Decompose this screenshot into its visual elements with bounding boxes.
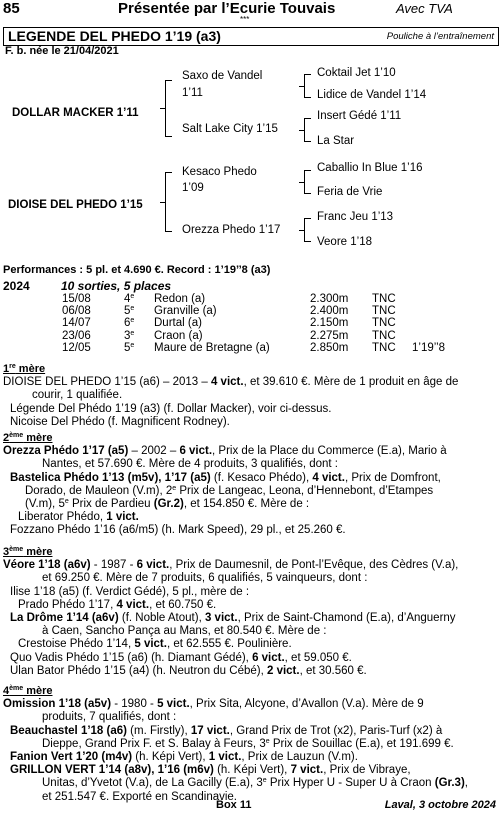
race-row [62, 330, 452, 342]
mere4-line5: Fanion Vert 1’20 (m4v) (h. Képi Vert), 1 vict., Prix de Lauzun (V.m). [10, 751, 358, 764]
mere3-line6: à Caen, Sancho Pança au Mans, et 80.540 €. Mère de : [42, 625, 327, 638]
mere3-line1: Véore 1’18 (a6v) - 1987 - 6 vict., Prix de Daumesnil, de Pont-l’Evêque, des Cèdres (V.a), [3, 559, 459, 572]
race-place: 5e [124, 305, 135, 318]
race-type: TNC [372, 317, 396, 330]
mere3-line7: Crestoise Phédo 1’14, 5 vict., et 62.555 €. Poulinière. [18, 638, 292, 651]
pedigree-g1: Coktail Jet 1’10 [317, 67, 396, 79]
brace-g2 [304, 118, 311, 142]
mere2-line1: Orezza Phédo 1’17 (a5) – 2002 – 6 vict., Prix de la Place du Commerce (E.a), Mario à [3, 445, 447, 458]
race-time [412, 305, 452, 317]
race-date: 23/06 [62, 329, 91, 342]
pedigree-g8: Veore 1’18 [317, 236, 372, 248]
mere2-line2: Nantes, et 57.690 €. Mère de 4 produits, 3 qualifiés, dont : [42, 458, 338, 471]
vat-note: Avec TVA [396, 1, 453, 16]
race-place: 5e [124, 341, 135, 354]
mere4-heading: 4ème mère [3, 685, 53, 697]
brace-g1 [304, 74, 311, 98]
race-track: Durtal (a) [154, 317, 202, 330]
race-place: 3e [124, 329, 135, 342]
race-row [62, 305, 452, 317]
performances-summary: Performances : 5 pl. et 4.690 €. Record : 1’19’’8 (a3) [3, 264, 271, 276]
pedigree-g5: Caballio In Blue 1’16 [317, 162, 423, 174]
pedigree-g3: Insert Gédé 1’11 [317, 110, 402, 122]
race-type: TNC [372, 293, 396, 305]
race-distance: 2.150m [310, 317, 349, 330]
mere4-line2: produits, 7 qualifiés, dont : [42, 711, 177, 724]
race-track: Granville (a) [154, 305, 217, 318]
performances-year: 2024 [3, 279, 30, 293]
mere1-section [3, 363, 495, 429]
mere3-line4: Prado Phédo 1’17, 4 vict., et 60.750 €. [18, 598, 217, 611]
title-stars: *** [240, 15, 250, 24]
pedigree-sire-sire-record: 1’11 [182, 87, 203, 99]
race-distance: 2.275m [310, 329, 349, 342]
mere3-heading: 3ème mère [3, 546, 53, 558]
mere4-line8: et 251.547 €. Exporté en Scandinavie. [42, 790, 238, 803]
pedigree-sire-sire: Saxo de Vandel [182, 70, 263, 82]
race-type: TNC [372, 341, 396, 354]
race-distance: 2.300m [310, 293, 349, 305]
mere1-line2: courir, 1 qualifiée. [32, 389, 123, 402]
race-type: TNC [372, 305, 396, 318]
pedigree-g6: Feria de Vrie [317, 186, 383, 198]
mere2-line5: (V.m), 5e Prix de Pardieu (Gr.2), et 154.850 €. Mère de : [25, 498, 310, 511]
pedigree-sire: DOLLAR MACKER 1’11 [12, 107, 139, 119]
mere3-section [3, 546, 495, 678]
race-distance: 2.400m [310, 305, 349, 318]
mere4-line3: Beauchastel 1’18 (a6) (m. Firstly), 17 vict., Grand Prix de Trot (x2), Paris-Turf (x2) à [10, 724, 443, 737]
mere4-line6: GRILLON VERT 1’14 (a8v), 1’16 (m6v) (h. Képi Vert), 7 vict., Prix de Vibraye, [10, 764, 411, 777]
race-date: 06/08 [62, 305, 91, 318]
footer-place-date: Laval, 3 octobre 2024 [384, 799, 496, 811]
mere1-produit-2: Nicoise Del Phédo (f. Magnificent Rodney). [10, 415, 230, 428]
mere2-heading: 2ème mère [3, 432, 53, 444]
brace-g4 [304, 218, 311, 242]
race-date: 15/08 [62, 293, 91, 305]
page-title: Présentée par l’Ecurie Touvais [118, 0, 336, 17]
performances-year-summary: 10 sorties, 5 places [61, 279, 172, 293]
mere2-line3: Bastelica Phédo 1’13 (m5v), 1’17 (a5) (f. Kesaco Phédo), 4 vict., Prix de Domfront, [10, 471, 441, 484]
race-type: TNC [372, 329, 396, 342]
mere1-heading: 1re mère [3, 363, 46, 375]
race-time [412, 330, 452, 342]
mere3-line5: La Drôme 1’14 (a6v) (f. Noble Atout), 3 vict., Prix de Saint-Chamond (E.a), d’Anguerny [10, 612, 456, 625]
race-row [62, 342, 452, 354]
race-track: Maure de Bretagne (a) [154, 341, 270, 354]
mere3-line9: Ulan Bator Phédo 1’15 (a4) (h. Neutron du Cébé), 2 vict., et 30.560 €. [10, 664, 367, 677]
brace-dam [165, 172, 172, 232]
pedigree-dam-sire-record: 1’09 [182, 182, 204, 194]
pedigree-dam-sire: Kesaco Phedo [182, 166, 257, 178]
mere2-line7: Fozzano Phédo 1’16 (a6/m5) (h. Mark Speed), 29 pl., et 25.260 €. [10, 524, 346, 537]
race-track: Craon (a) [154, 329, 203, 342]
race-row [62, 293, 452, 305]
mere1-line1: DIOISE DEL PHEDO 1’15 (a6) – 2013 – 4 vict., et 39.610 €. Mère de 1 produit en âge de [3, 376, 459, 389]
race-row [62, 317, 452, 329]
pedigree-g2: Lidice de Vandel 1’14 [317, 89, 427, 101]
race-time [412, 317, 452, 329]
horse-name: LEGENDE DEL PHEDO 1’19 (a3) [8, 28, 221, 44]
race-place: 6e [124, 317, 135, 330]
mere3-line2: et 69.250 €. Mère de 7 produits, 6 qualifiés, 5 vainqueurs, dont : [42, 572, 368, 585]
race-date: 12/05 [62, 341, 91, 354]
pedigree-g4: La Star [317, 135, 355, 147]
mere4-section [3, 685, 495, 804]
mere4-line4: Dieppe, Grand Prix F. et S. Balay à Feurs, 3e Prix de Souillac (E.a), et 191.699 €. [42, 737, 454, 750]
race-distance: 2.850m [310, 341, 349, 354]
race-time: 1’19’’8 [412, 341, 446, 354]
mere2-line4: Dorado, de Mauleon (V.m), 2e Prix de Langeac, Leona, d’Hennebont, d’Etampes [25, 484, 434, 497]
mere4-line7: Unitas, d’Yvetot (V.a), de La Gacilly (E.a), 3e Prix Hyper U - Super U à Craon (Gr.3), [42, 777, 468, 790]
mere2-section [3, 432, 495, 538]
footer-box: Box 11 [216, 799, 252, 811]
pedigree-g7: Franc Jeu 1’13 [317, 211, 394, 223]
mere2-line6: Liberator Phédo, 1 vict. [18, 511, 139, 524]
mere3-line8: Quo Vadis Phédo 1’15 (a6) (h. Diamant Gédé), 6 vict., et 59.050 €. [10, 651, 352, 664]
mere1-produit-1: Légende Del Phédo 1’19 (a3) (f. Dollar Macker), voir ci-dessus. [10, 402, 332, 415]
horse-name-box [3, 27, 499, 46]
pedigree-dam: DIOISE DEL PHEDO 1’15 [8, 199, 143, 211]
brace-g3 [304, 170, 311, 194]
race-place: 4e [124, 293, 135, 305]
performances-table [62, 293, 452, 354]
pedigree-dam-dam: Orezza Phedo 1’17 [182, 224, 281, 236]
race-date: 14/07 [62, 317, 91, 330]
brace-sire [165, 80, 172, 137]
race-track: Redon (a) [154, 293, 206, 305]
horse-description: F. b. née le 21/04/2021 [5, 45, 119, 57]
horse-category: Pouliche à l’entraînement [386, 31, 494, 42]
race-time [412, 293, 452, 305]
mere3-line3: Ilise 1’18 (a5) (f. Verdict Gédé), 5 pl., mère de : [10, 585, 250, 598]
mere4-line1: Omission 1’18 (a5v) - 1980 - 5 vict., Prix Sita, Alcyone, d’Avallon (V.a). Mère de 9 [3, 698, 424, 711]
pedigree-sire-dam: Salt Lake City 1’15 [182, 123, 278, 135]
page-number: 85 [3, 0, 20, 17]
